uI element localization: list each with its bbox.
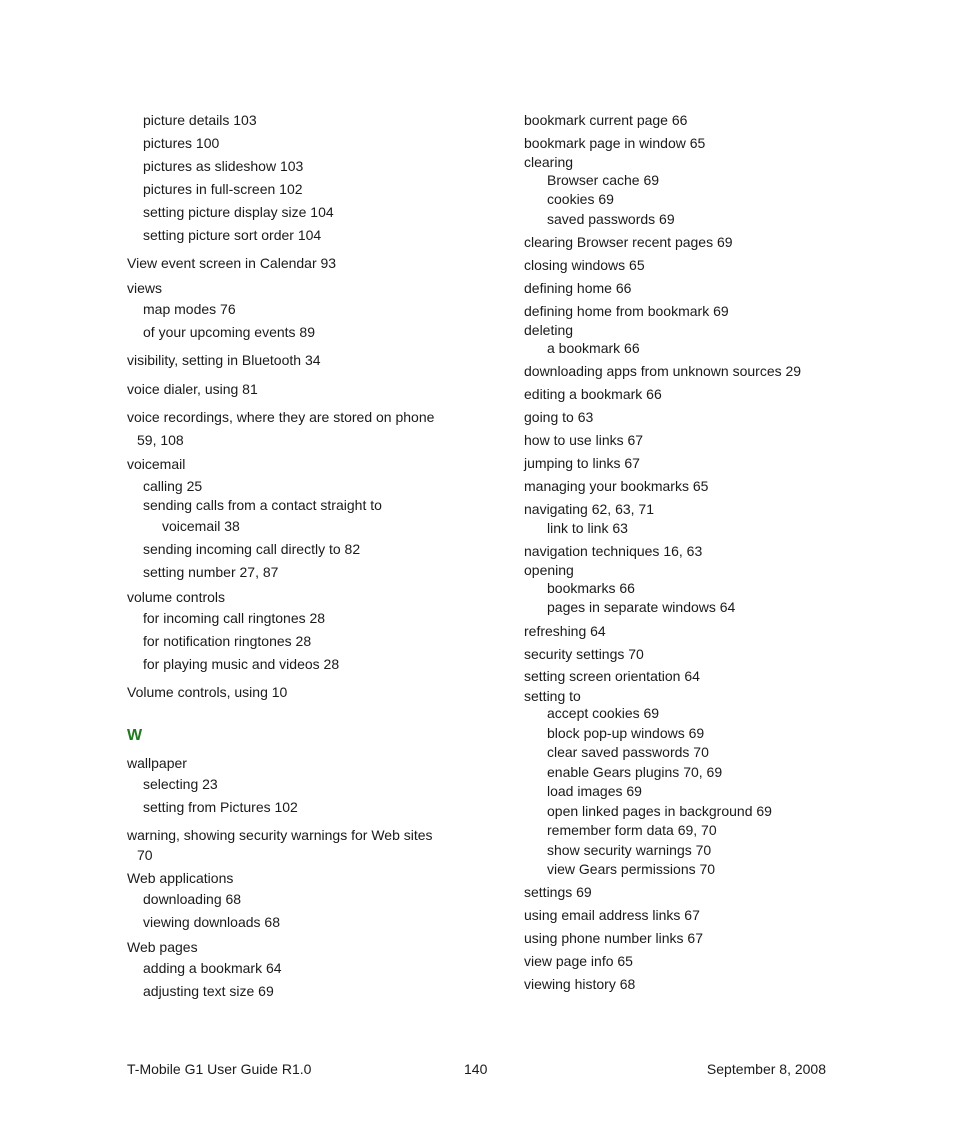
index-entry: downloading apps from unknown sources 29: [524, 363, 802, 379]
index-entry: load images 69: [547, 783, 642, 799]
index-entry: clear saved passwords 70: [547, 744, 709, 760]
footer-page-number: 140: [464, 1061, 488, 1077]
index-entry: map modes 76: [143, 301, 236, 317]
index-entry: voicemail: [127, 456, 186, 472]
index-entry: defining home from bookmark 69: [524, 303, 729, 319]
index-entry: 59, 108: [137, 432, 184, 448]
index-entry: deleting: [524, 322, 574, 338]
index-entry: downloading 68: [143, 891, 242, 907]
index-entry: visibility, setting in Bluetooth 34: [127, 352, 321, 368]
index-entry: using phone number links 67: [524, 930, 704, 946]
index-entry: going to 63: [524, 409, 594, 425]
index-entry: open linked pages in background 69: [547, 803, 772, 819]
footer-date: September 8, 2008: [706, 1061, 826, 1077]
index-entry: closing windows 65: [524, 257, 645, 273]
index-entry: setting from Pictures 102: [143, 799, 298, 815]
index-entry: voicemail 38: [162, 518, 240, 534]
index-entry: clearing Browser recent pages 69: [524, 234, 733, 250]
footer-title: T-Mobile G1 User Guide R1.0: [127, 1061, 312, 1077]
index-entry: opening: [524, 562, 574, 578]
index-entry: navigating 62, 63, 71: [524, 501, 654, 517]
index-entry: block pop-up windows 69: [547, 725, 705, 741]
index-entry: a bookmark 66: [547, 340, 640, 356]
index-entry: how to use links 67: [524, 432, 644, 448]
index-entry: view Gears permissions 70: [547, 861, 716, 877]
index-entry: sending incoming call directly to 82: [143, 541, 361, 557]
index-entry: security settings 70: [524, 646, 644, 662]
index-entry: volume controls: [127, 589, 226, 605]
index-entry: voice recordings, where they are stored on phone: [127, 409, 435, 425]
index-entry: voice dialer, using 81: [127, 381, 258, 397]
index-entry: 70: [137, 847, 153, 863]
index-entry: pictures as slideshow 103: [143, 158, 304, 174]
index-entry: for incoming call ringtones 28: [143, 610, 326, 626]
index-entry: clearing: [524, 154, 574, 170]
index-entry: picture details 103: [143, 112, 257, 128]
index-entry: view page info 65: [524, 953, 633, 969]
index-entry: wallpaper: [127, 755, 187, 771]
index-entry: setting screen orientation 64: [524, 668, 700, 684]
index-entry: saved passwords 69: [547, 211, 675, 227]
index-entry: setting picture sort order 104: [143, 227, 322, 243]
index-entry: pictures 100: [143, 135, 220, 151]
index-entry: warning, showing security warnings for Web sites: [127, 827, 433, 843]
index-entry: Browser cache 69: [547, 172, 660, 188]
index-entry: selecting 23: [143, 776, 218, 792]
index-entry: navigation techniques 16, 63: [524, 543, 703, 559]
index-entry: Web applications: [127, 870, 234, 886]
index-entry: accept cookies 69: [547, 705, 660, 721]
index-entry: jumping to links 67: [524, 455, 640, 471]
index-entry: View event screen in Calendar 93: [127, 255, 337, 271]
index-entry: pictures in full-screen 102: [143, 181, 303, 197]
index-entry: viewing history 68: [524, 976, 636, 992]
index-entry: setting number 27, 87: [143, 564, 279, 580]
index-entry: for playing music and videos 28: [143, 656, 340, 672]
index-entry: enable Gears plugins 70, 69: [547, 764, 723, 780]
index-entry: editing a bookmark 66: [524, 386, 662, 402]
index-entry: views: [127, 280, 163, 296]
index-entry: bookmark page in window 65: [524, 135, 706, 151]
index-entry: sending calls from a contact straight to: [143, 497, 382, 513]
section-heading-w: W: [127, 727, 143, 744]
index-entry: setting picture display size 104: [143, 204, 334, 220]
index-entry: settings 69: [524, 884, 592, 900]
index-entry: bookmark current page 66: [524, 112, 688, 128]
index-entry: link to link 63: [547, 520, 628, 536]
index-entry: for notification ringtones 28: [143, 633, 312, 649]
index-entry: of your upcoming events 89: [143, 324, 315, 340]
index-entry: calling 25: [143, 478, 203, 494]
index-entry: Volume controls, using 10: [127, 684, 288, 700]
index-entry: adjusting text size 69: [143, 983, 274, 999]
index-entry: using email address links 67: [524, 907, 700, 923]
index-entry: pages in separate windows 64: [547, 599, 736, 615]
index-entry: bookmarks 66: [547, 580, 635, 596]
index-entry: show security warnings 70: [547, 842, 712, 858]
index-entry: remember form data 69, 70: [547, 822, 717, 838]
index-entry: setting to: [524, 688, 581, 704]
index-entry: Web pages: [127, 939, 198, 955]
index-entry: managing your bookmarks 65: [524, 478, 709, 494]
index-entry: defining home 66: [524, 280, 632, 296]
index-entry: refreshing 64: [524, 623, 606, 639]
index-entry: viewing downloads 68: [143, 914, 280, 930]
index-entry: adding a bookmark 64: [143, 960, 282, 976]
index-entry: cookies 69: [547, 191, 614, 207]
